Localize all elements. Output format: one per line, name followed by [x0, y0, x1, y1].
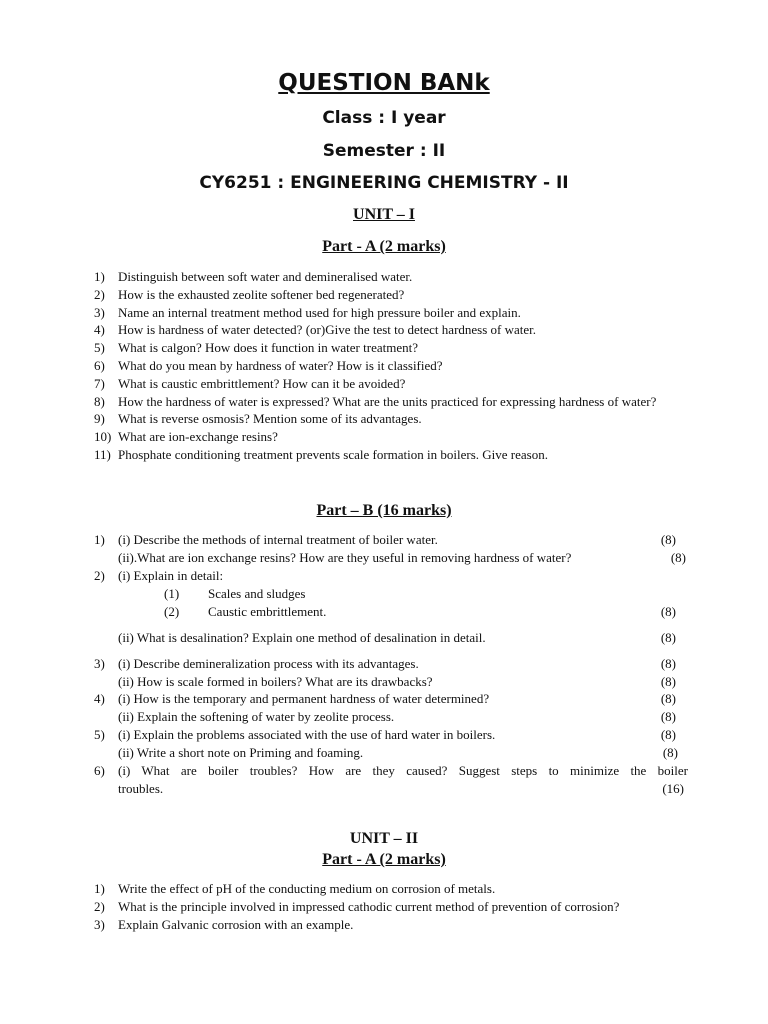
- marks-label: (8): [660, 727, 676, 742]
- unit-2-part-a-heading: Part - A (2 marks): [322, 851, 446, 868]
- question-number: 3): [94, 916, 105, 932]
- question-item: [94, 898, 688, 916]
- question-number: 2): [94, 898, 105, 914]
- unit-1-part-a-heading: Part - A (2 marks): [322, 238, 446, 255]
- question-text: (i) Explain in detail:: [118, 568, 224, 583]
- question-text: How is the exhausted zeolite softener bed regenerated?: [118, 286, 405, 302]
- question-text: (ii) Write a short note on Priming and foaming.: [118, 745, 364, 760]
- question-text: What is reverse osmosis? Mention some of its advantages.: [118, 411, 422, 427]
- question-text: (i) Describe demineralization process with its advantages.: [118, 656, 419, 671]
- question-text: (i) How is the temporary and permanent hardness of water determined?: [118, 691, 490, 706]
- question-item: [94, 916, 688, 934]
- question-item: [94, 304, 688, 322]
- question-text: (ii) How is scale formed in boilers? What are its drawbacks?: [118, 674, 433, 689]
- question-item: [94, 393, 688, 411]
- question-text: What is the principle involved in impressed cathodic current method of prevention of corrosion?: [118, 898, 620, 914]
- sub-text: Scales and sludges: [208, 586, 306, 601]
- question-item: [94, 286, 688, 304]
- question-text: Name an internal treatment method used for high pressure boiler and explain.: [118, 304, 521, 320]
- question-text: What are ion-exchange resins?: [118, 429, 278, 445]
- marks-label: (8): [662, 745, 678, 760]
- class-line: Class : I year: [322, 108, 446, 128]
- question-number: 2): [94, 568, 105, 583]
- question-item: [94, 321, 688, 339]
- page-title: QUESTION BANk: [278, 70, 490, 96]
- marks-label: (8): [660, 691, 676, 706]
- marks-label: (8): [660, 674, 676, 689]
- unit-1-part-b-heading: Part – B (16 marks): [316, 502, 452, 519]
- question-text: How the hardness of water is expressed? What are the units practiced for expressing hardness of water?: [118, 393, 657, 409]
- question-item: [94, 375, 688, 393]
- semester-line: Semester : II: [322, 141, 446, 161]
- marks-label: (8): [660, 709, 676, 724]
- question-text: What is caustic embrittlement? How can it be avoided?: [118, 375, 406, 391]
- unit-2-part-a-list: [94, 880, 688, 933]
- question-text: (ii) What is desalination? Explain one method of desalination in detail.: [118, 630, 486, 645]
- question-number: 8): [94, 393, 105, 409]
- question-text: How is hardness of water detected? (or)Give the test to detect hardness of water.: [118, 322, 537, 338]
- question-text: (i) Explain the problems associated with the use of hard water in boilers.: [118, 727, 496, 742]
- sub-text: Caustic embrittlement.: [208, 604, 327, 619]
- question-number: 3): [94, 304, 105, 320]
- marks-label: (16): [662, 781, 684, 796]
- question-number: 6): [94, 763, 105, 778]
- question-text-continued: troubles.: [118, 781, 164, 796]
- question-number: 10): [94, 429, 112, 445]
- question-item: [94, 339, 688, 357]
- question-item: [94, 428, 688, 446]
- question-text: Explain Galvanic corrosion with an example.: [118, 916, 354, 932]
- question-number: 2): [94, 286, 105, 302]
- question-text: What do you mean by hardness of water? How is it classified?: [118, 357, 443, 373]
- marks-label: (8): [670, 550, 686, 565]
- question-text: Distinguish between soft water and demineralised water.: [118, 269, 413, 284]
- question-number: 7): [94, 375, 105, 391]
- question-text: (ii).What are ion exchange resins? How are they useful in removing hardness of water?: [118, 550, 572, 565]
- question-number: 1): [94, 269, 105, 284]
- question-text: Write the effect of pH of the conducting medium on corrosion of metals.: [118, 881, 496, 896]
- marks-label: (8): [660, 656, 676, 671]
- unit-2-heading: UNIT – II: [349, 830, 419, 847]
- question-item: [94, 410, 688, 428]
- course-line: CY6251 : ENGINEERING CHEMISTRY - II: [199, 173, 569, 193]
- question-number: 5): [94, 727, 105, 742]
- question-number: 9): [94, 411, 105, 427]
- question-number: 1): [94, 881, 105, 896]
- question-number: 5): [94, 340, 105, 356]
- marks-label: (8): [660, 532, 676, 547]
- sub-number: (1): [164, 586, 180, 601]
- question-number: 1): [94, 532, 105, 547]
- question-item: [94, 880, 688, 898]
- question-item: [94, 268, 688, 286]
- question-number: 11): [94, 446, 111, 462]
- sub-number: (2): [164, 604, 180, 619]
- question-text: (i) Describe the methods of internal treatment of boiler water.: [118, 532, 438, 547]
- question-text: Phosphate conditioning treatment prevents scale formation in boilers. Give reason.: [118, 446, 548, 462]
- question-number: 4): [94, 322, 105, 338]
- question-number: 4): [94, 691, 105, 706]
- marks-label: (8): [660, 630, 676, 645]
- unit-1-part-a-list: [94, 268, 688, 464]
- unit-1-heading: UNIT – I: [353, 206, 415, 223]
- marks-label: (8): [660, 604, 676, 619]
- question-item: [94, 446, 688, 464]
- question-number: 6): [94, 357, 105, 373]
- question-text: (ii) Explain the softening of water by zeolite process.: [118, 709, 395, 724]
- question-text: (i) What are boiler troubles? How are they caused? Suggest steps to minimize the boiler: [118, 763, 688, 778]
- question-text: What is calgon? How does it function in water treatment?: [118, 340, 418, 356]
- question-number: 3): [94, 656, 105, 671]
- question-item: [94, 357, 688, 375]
